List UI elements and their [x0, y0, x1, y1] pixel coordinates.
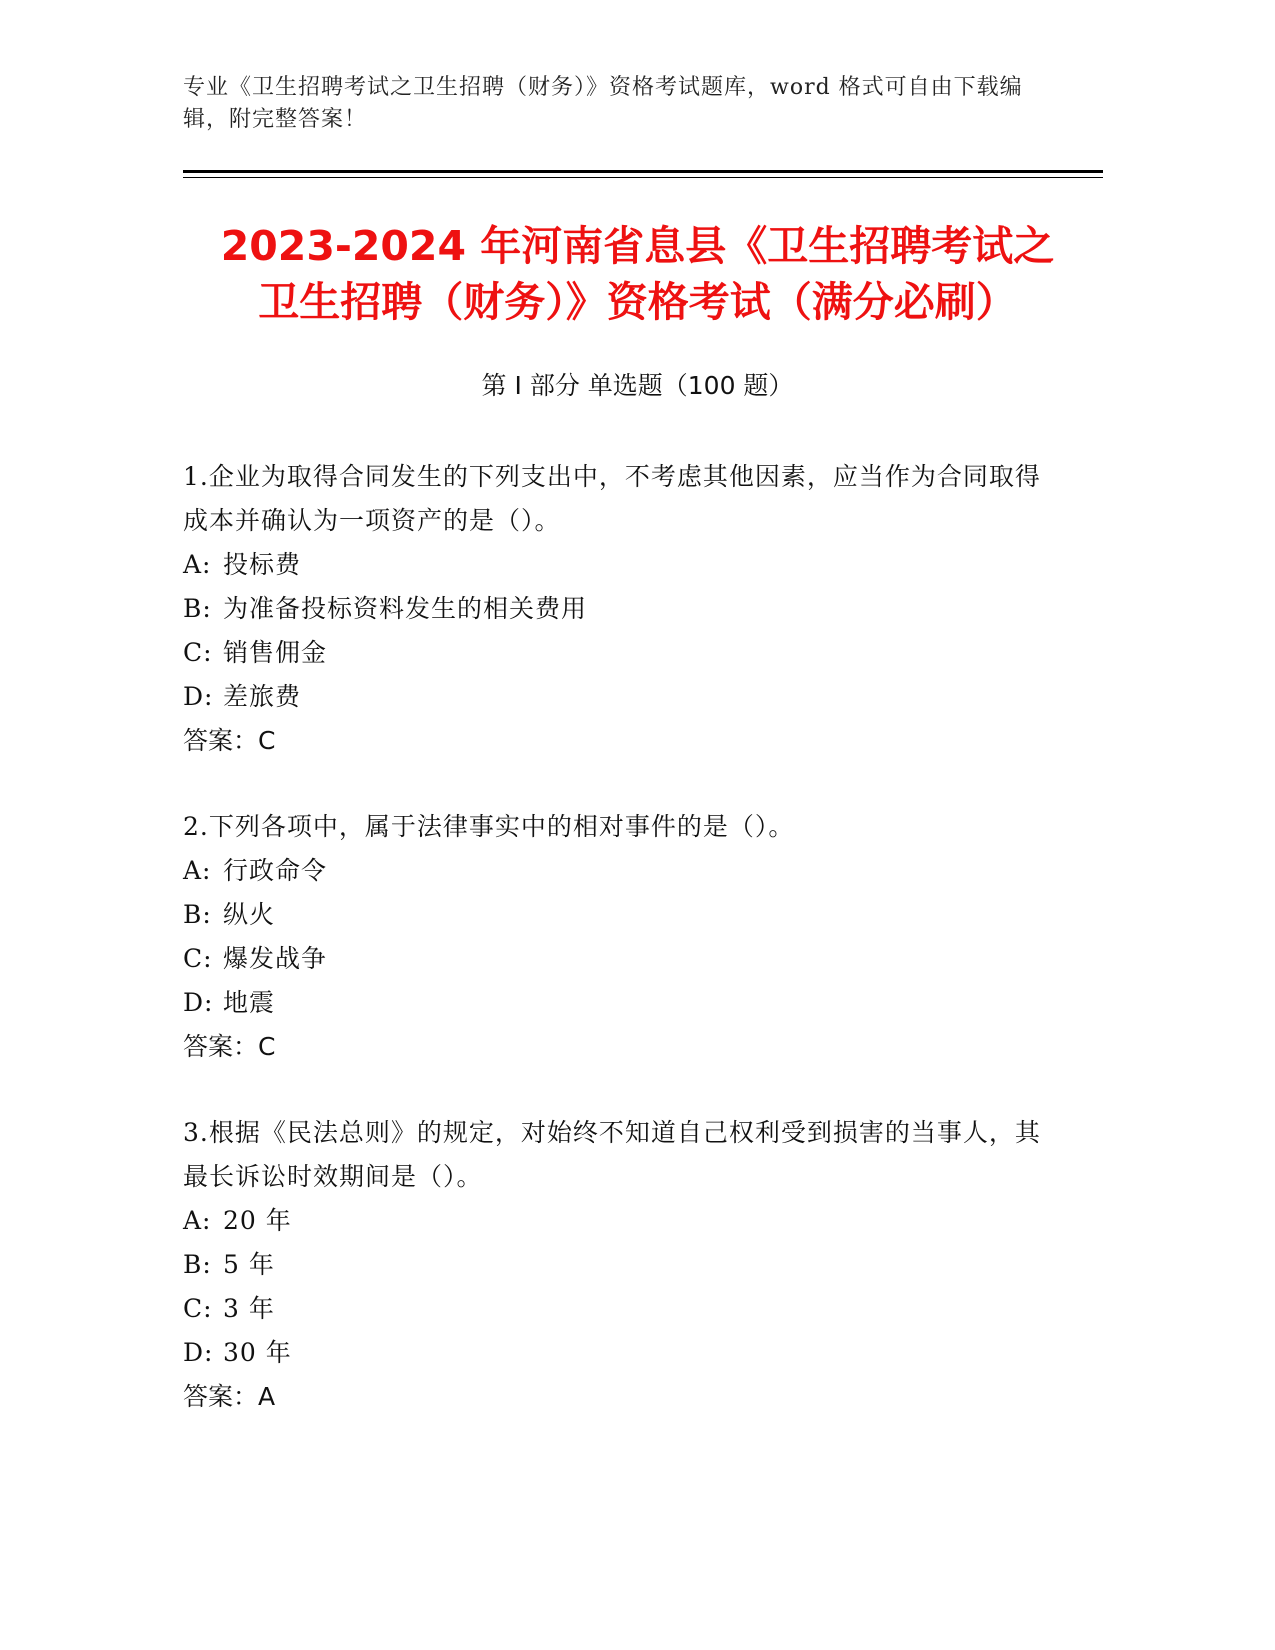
option-d: [183, 981, 1043, 1025]
option-text: 差旅费: [223, 682, 302, 711]
answer-value: C: [258, 1032, 276, 1061]
title-line-1: 2023-2024 年河南省息县《卫生招聘考试之: [220, 222, 1055, 270]
option-text: 5 年: [223, 1250, 275, 1279]
option-key: C:: [183, 944, 213, 973]
answer-line: [183, 719, 1043, 763]
answer-label: 答案：: [183, 1032, 259, 1061]
option-text: 20 年: [223, 1206, 292, 1235]
question-2: [183, 805, 1043, 1069]
option-key: D:: [183, 988, 214, 1017]
question-stem: 3.根据《民法总则》的规定，对始终不知道自己权利受到损害的当事人，其最长诉讼时效期间是（）。: [183, 1118, 1041, 1191]
option-key: C:: [183, 1294, 213, 1323]
question-stem: 1.企业为取得合同发生的下列支出中，不考虑其他因素，应当作为合同取得成本并确认为一项资产的是（）。: [183, 462, 1041, 535]
option-text: 销售佣金: [223, 638, 328, 667]
option-key: D:: [183, 682, 214, 711]
title-line-2: 卫生招聘（财务）》资格考试（满分必刷）: [258, 278, 1017, 326]
answer-value: C: [258, 726, 276, 755]
option-key: A:: [183, 856, 212, 885]
option-key: C:: [183, 638, 213, 667]
option-c: [183, 937, 1043, 981]
option-text: 爆发战争: [223, 944, 328, 973]
option-c: [183, 1287, 1043, 1331]
header-rule-thin: [183, 177, 1103, 178]
answer-value: A: [258, 1382, 276, 1411]
option-text: 为准备投标资料发生的相关费用: [223, 594, 588, 623]
option-a: [183, 1199, 1043, 1243]
option-key: B:: [183, 594, 212, 623]
question-1: [183, 455, 1043, 763]
option-b: [183, 587, 1043, 631]
header-rule-thick: [183, 170, 1103, 173]
question-list: [183, 455, 1043, 1461]
option-a: [183, 849, 1043, 893]
option-text: 投标费: [223, 550, 302, 579]
option-b: [183, 893, 1043, 937]
option-text: 3 年: [223, 1294, 275, 1323]
option-text: 30 年: [223, 1338, 292, 1367]
option-a: [183, 543, 1043, 587]
header-note: 专业《卫生招聘考试之卫生招聘（财务）》资格考试题库，word 格式可自由下载编辑，附完整答案！: [183, 75, 1023, 132]
option-key: A:: [183, 1206, 212, 1235]
option-key: B:: [183, 1250, 212, 1279]
answer-line: [183, 1025, 1043, 1069]
option-c: [183, 631, 1043, 675]
option-d: [183, 1331, 1043, 1375]
option-d: [183, 675, 1043, 719]
answer-label: 答案：: [183, 726, 259, 755]
option-key: D:: [183, 1338, 214, 1367]
answer-line: [183, 1375, 1043, 1419]
option-text: 地震: [223, 988, 276, 1017]
option-text: 纵火: [223, 900, 276, 929]
option-key: B:: [183, 900, 212, 929]
option-key: A:: [183, 550, 212, 579]
option-b: [183, 1243, 1043, 1287]
question-stem: 2.下列各项中，属于法律事实中的相对事件的是（）。: [183, 812, 795, 841]
question-3: [183, 1111, 1043, 1419]
section-heading: 第 I 部分 单选题（100 题）: [481, 371, 794, 400]
option-text: 行政命令: [223, 856, 328, 885]
answer-label: 答案：: [183, 1382, 259, 1411]
document-title: [150, 218, 1125, 330]
